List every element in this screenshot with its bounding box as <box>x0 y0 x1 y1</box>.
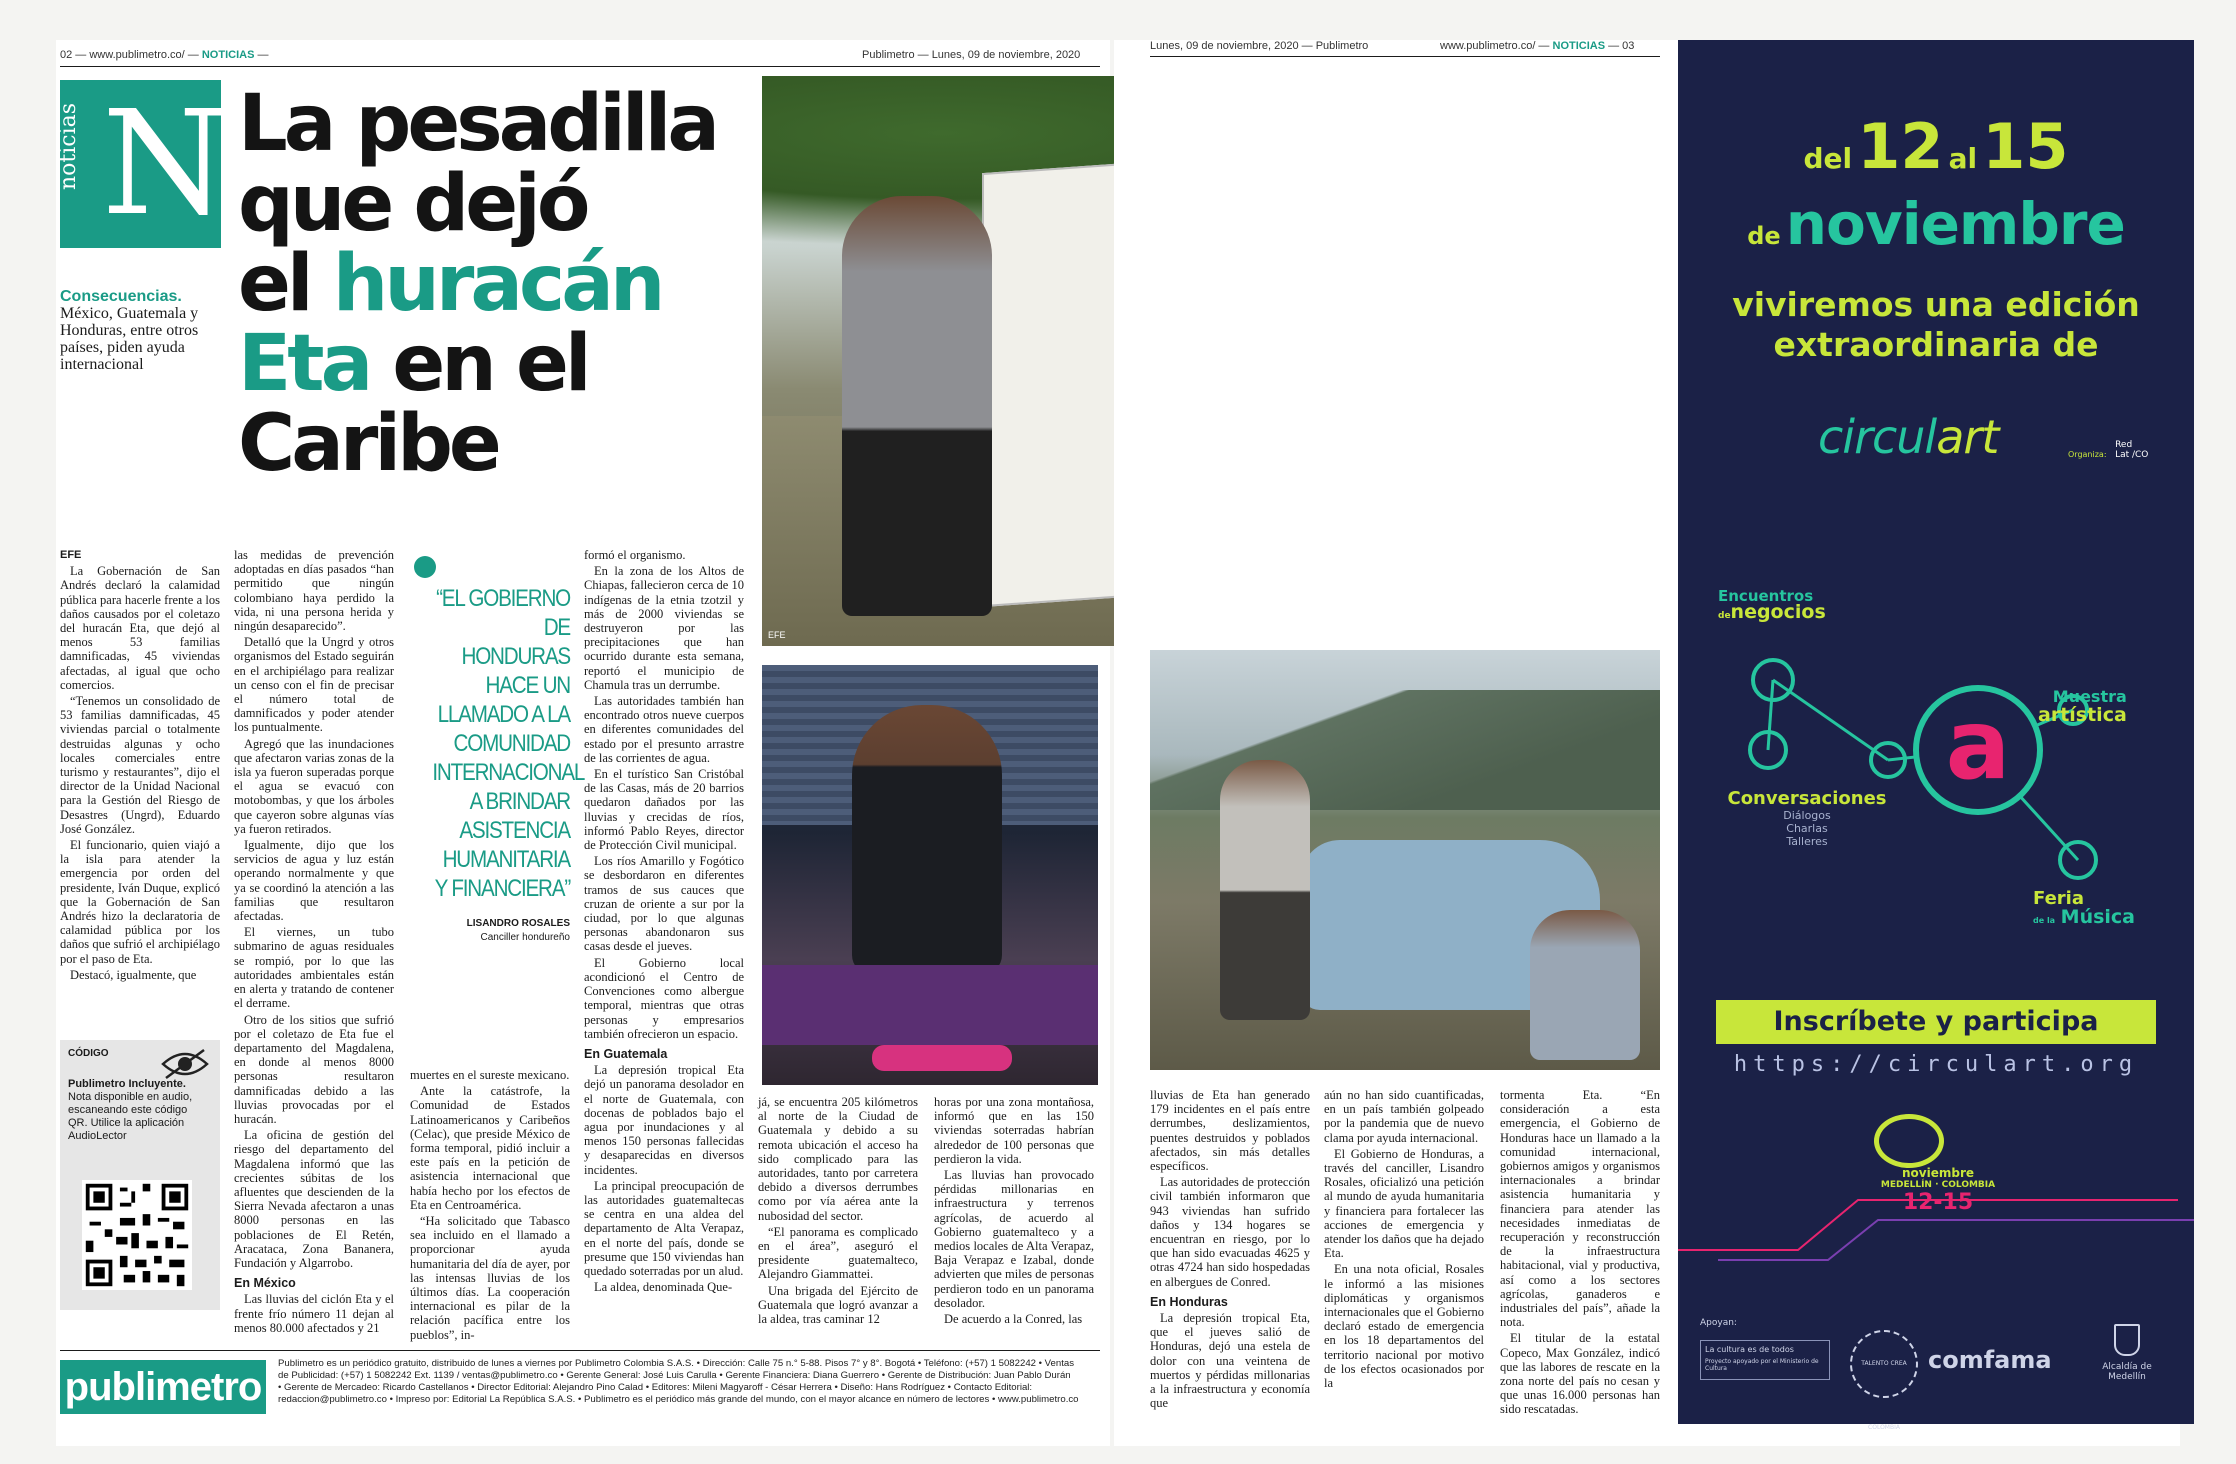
ad-node-3-item: Charlas <box>1786 822 1828 835</box>
paragraph: El viernes, un tubo submarino de aguas residuales se rompió, por lo que las autoridades ambientales están en alerta y tratando de contener el derrame. <box>234 925 394 1011</box>
paragraph: Otro de los sitios que sufrió por el coletazo de Eta fue el departamento del Magdalena, en donde al menos 8000 personas resultaron damnificadas debido a las lluvias provocadas por el huracán. <box>234 1012 394 1126</box>
ad-tagline: viviremos una edición extraordinaria de <box>1732 285 2140 364</box>
ad-date-month: noviembre <box>1785 190 2125 258</box>
worker-left <box>1220 760 1310 1020</box>
ad-node-3-label <box>1692 788 1922 848</box>
subheading: En México <box>234 1276 296 1291</box>
right-folio <box>1440 40 1634 52</box>
paragraph: Las autoridades también han encontrado otros nueve cuerpos en diferentes comunidades del estado por el presunto arrastre de las corrientes de agua. <box>584 694 744 765</box>
paragraph: tormenta Eta. “En consideración a esta emergencia, el Gobierno de Honduras hace un llamado a la comunidad internacional, gobiernos amigos y organismos internacionales a brindar asistencia humanitaria y financiera para atender las necesidades inmediatas de recuperación y reconstrucción de la infraestructura habitacional, vial y productiva, así como a los sectores agrícolas, ganaderos e industriales del país”, añade la nota. <box>1500 1088 1660 1330</box>
section-tab-small: noticias <box>56 102 81 190</box>
ad-node-3-item: Diálogos <box>1783 809 1831 822</box>
ad-date-12: 12 <box>1857 110 1944 183</box>
ad-brand <box>1818 410 1998 464</box>
ad-node-2-b: artística <box>2038 704 2127 726</box>
ad-sponsor-3 <box>2082 1324 2172 1382</box>
right-col-2 <box>1324 1088 1484 1391</box>
ad-date-del: del <box>1803 142 1853 175</box>
quote-text: “EL GOBIERNO DE HONDURAS HACE UN LLAMADO A LA COMUNIDAD INTERNACIONAL A BRINDAR ASISTENCIA HUMANITARIA Y FINANCIERA” <box>432 585 585 902</box>
headline <box>238 79 798 489</box>
paragraph: En una nota oficial, Rosales le informó a las misiones diplomáticas y organismos internacionales que el Gobierno declaró estado de emergencia en los 18 departamentos del territorio nacional por motivo de los efectos ocasionados por la <box>1324 1262 1484 1391</box>
ad-organiza-name: Red Lat /CO <box>2115 440 2149 460</box>
left-folio-section: NOTICIAS <box>201 49 255 61</box>
headline-line4: Eta en el <box>238 319 588 409</box>
ad-node-2-a: Muestra <box>2052 687 2127 706</box>
eye-icon <box>160 1046 210 1082</box>
ad-node-4-label <box>2033 890 2135 930</box>
section-tab <box>56 79 228 248</box>
paragraph: Las lluvias del ciclón Eta y el frente frío número 11 dejan al menos 80.000 afectados y 21 <box>234 1292 394 1335</box>
code-box-text: Nota disponible en audio, escaneando este código QR. Utilice la aplicación AudioLector <box>68 1091 193 1142</box>
paragraph: aún no han sido cuantificadas, en un país también golpeado por la pandemia que de nuevo clama por ayuda internacional. <box>1324 1088 1484 1145</box>
footer-line: redaccion@publimetro.co • Impreso por: Editorial La República S.A.S. • Publimetro es el periódico más grande del mundo, con el mayor alcance en número de lectores • www.publimetro.co <box>278 1394 1079 1405</box>
sandals <box>872 1045 1012 1071</box>
right-folio-section: NOTICIAS <box>1552 40 1606 52</box>
paragraph: “Tenemos un consolidado de 53 familias damnificadas, 45 viviendas parcial o totalmente destruidas algunas y ocho locales comerciales entre turismo y restaurantes”, dijo el director de la Unidad Nacional para la Gestión del Riesgo de Desastres (Ungrd), Eduardo José González. <box>60 694 220 836</box>
headline-line1: La pesadilla <box>238 79 716 169</box>
right-folio-date: Lunes, 09 de noviembre, 2020 — Publimetro <box>1150 40 1369 52</box>
body-col-quote-bottom <box>410 1068 570 1342</box>
paragraph: “El panorama es complicado en el área”, aseguró el presidente guatemalteco, Alejandro Giammattei. <box>758 1224 918 1282</box>
paragraph: La oficina de gestión del riesgo del departamento del Magdalena informó que las crecientes súbitas de los afluentes que descienden de la Sierra Nevada afectaron a unas 8000 personas en las poblaciones de El Retén, Aracataca, Zona Bananera, Fundación y Algarrobo. <box>234 1128 394 1270</box>
footer-credits <box>278 1358 1098 1406</box>
photo-credit: EFE <box>768 630 786 640</box>
ad-date-15: 15 <box>1982 110 2069 183</box>
paragraph: El Gobierno de Honduras, a través del canciller, Lisandro Rosales, oficializó una petición al mundo de ayuda humanitaria y financiera para fortalecer las acciones de emergencia y atender los daños que ha dejado Eta. <box>1324 1146 1484 1261</box>
paragraph: Las lluvias han provocado pérdidas millonarias en infraestructura y terrenos agrícolas, de acuerdo al Gobierno guatemalteco y a medios locales de Alta Verapaz, Baja Verapaz e Izabal, donde advierten que miles de personas perdieron todo en un panorama desolador. <box>934 1168 1094 1310</box>
left-folio: 02 — www.publimetro.co/ — NOTICIAS — <box>60 49 269 61</box>
ad-center-letter: a <box>1945 689 2011 801</box>
paragraph: En la zona de los Altos de Chiapas, fallecieron cerca de 10 indígenas de la etnia tzotzil y más de 2000 viviendas se destruyeron por las precipitaciones que han ocurrido durante esta semana, reportó el municipio de Chamula tras un derrumbe. <box>584 564 744 692</box>
footer-rule <box>60 1350 1100 1351</box>
mattress <box>762 965 1098 1045</box>
ad-sponsor-2: comfama <box>1928 1346 2052 1374</box>
quote-name: LISANDRO ROSALES <box>466 918 570 929</box>
paragraph: El Gobierno local acondicionó el Centro de Convenciones como albergue temporal, mientras que otras personas y empresarios también ofrecieron un espacio. <box>584 955 744 1041</box>
paragraph: La principal preocupación de las autoridades guatemaltecas se centra en una aldea del departamento de Alta Verapaz, en el norte del país, donde se presume que 150 viviendas han quedado soterradas por un alud. <box>584 1178 744 1278</box>
code-box <box>60 1040 220 1310</box>
paragraph: La depresión tropical Eta, que el jueves salió de Honduras, dejó una estela de dolor con una veintena de muertos y pérdidas millonarias a la infraestructura y economía que <box>1150 1311 1310 1411</box>
ad-badge-line3: 12-15 <box>1902 1190 1974 1215</box>
code-box-title: CÓDIGO <box>68 1048 109 1059</box>
left-folio-url[interactable]: 02 — www.publimetro.co/ — <box>60 49 199 61</box>
paragraph: La depresión tropical Eta dejó un panorama desolador en el norte de Guatemala, con docenas de poblados bajo el agua por inundaciones y al menos 150 personas fallecidas y desaparecidas en diversos incidentes. <box>584 1063 744 1177</box>
ad-badge-line1: noviembre <box>1901 1166 1974 1180</box>
ad-month <box>1678 190 2194 258</box>
paragraph: Los ríos Amarillo y Fogótico se desbordaron en diferentes tramos de sus cauces que cruzan de oriente a sur por la ciudad, por lo que algunas personas abandonaron sus casas desde el jueves. <box>584 854 744 954</box>
publimetro-logo-text: publimetro <box>64 1365 262 1409</box>
headline-line5: Caribe <box>238 399 498 489</box>
shield-icon <box>2114 1324 2140 1356</box>
paragraph: formó el organismo. <box>584 548 686 562</box>
paragraph: Las autoridades de protección civil también informaron que 943 viviendas han sufrido daños y 134 hogares se encuentran en riesgo, por lo que han sido evacuadas 4625 y otras 4724 han sido hospedadas en albergues de Conred. <box>1150 1175 1310 1289</box>
paragraph: La aldea, denominada Que- <box>594 1280 733 1295</box>
ad-sponsor-1 <box>1700 1340 1830 1380</box>
ad-node-4-b: de la <box>2033 916 2056 925</box>
paragraph: Agregó que las inundaciones que afectaron varias zonas de la isla ya fueron superadas porque el agua se evacuó con motobombas, y que los árboles que cayeron sobre algunas vías ya fueron retirados. <box>234 736 394 836</box>
ad-node-3-item: Talleres <box>1786 835 1828 848</box>
worker-right <box>1530 910 1640 1060</box>
ad-date-al: al <box>1948 142 1978 175</box>
paragraph: El funcionario, quien viajó a la isla para atender la emergencia por orden del presidente, Iván Duque, explicó que la Gobernación de San Andrés hizo la declaratoria de calamidad pública por los daños que sufrió el archipiélago por el paso de Eta. <box>60 838 220 966</box>
ad-node-1-b: de <box>1718 611 1731 621</box>
ad-node-4-c: Música <box>2060 906 2135 928</box>
paragraph: Igualmente, dijo que los servicios de agua y luz están operando normalmente y que ya se coordinó la atención a las familias que resultaron afectadas. <box>234 838 394 924</box>
ad-node-1-a: Encuentros <box>1718 587 1814 605</box>
ad-cta[interactable]: Inscríbete y participa <box>1716 1000 2156 1044</box>
qr-code[interactable] <box>82 1180 192 1290</box>
subheading: En Honduras <box>1150 1294 1228 1309</box>
footer-line: • Gerente de Mercadeo: Ricardo Castellanos • Director Editorial: Alejandro Pino Calad • Editores: Mileni Magyaroff - César Herrera • Diseño: Hans Rodríguez • Contacto Editorial: <box>278 1382 1033 1393</box>
right-top-rule <box>1150 56 1660 57</box>
ad-node-4-a: Feria <box>2033 888 2084 909</box>
paragraph: En el turístico San Cristóbal de las Casas, más de 20 barrios quedaron dañados por las lluvias y crecidas de ríos, informó Pablo Reyes, director de Protección Civil municipal. <box>584 767 744 853</box>
paragraph: já, se encuentra 205 kilómetros al norte de la Ciudad de Guatemala y debido a su remota ubicación el acceso ha sido complicado para las autoridades, tanto por carretera debido a diversos derrumbes como por vía aérea ante la nubosidad del sector. <box>758 1095 918 1223</box>
headline-line3: el huracán <box>238 239 662 329</box>
quote-role: Canciller hondureño <box>480 932 570 943</box>
paragraph: horas por una zona montañosa, informó que en las 150 viviendas soterradas habrían alrededor de 100 personas que perdieron la vida. <box>934 1095 1094 1166</box>
paragraph: las medidas de prevención adoptadas en días pasados “han permitido que ningún colombiano haya perdido la vida, ni una persona herida y ningún desaparecido”. <box>234 548 394 634</box>
pull-quote <box>410 556 585 956</box>
ad-node-1-c: negocios <box>1730 601 1826 623</box>
body-col-1 <box>60 548 220 982</box>
right-col-1 <box>1150 1088 1310 1411</box>
quote-icon <box>414 556 436 578</box>
car-photo <box>1150 650 1660 1070</box>
ad-date-de: de <box>1747 222 1781 250</box>
circulart-ad[interactable] <box>1678 40 2194 1431</box>
paragraph: Una brigada del Ejército de Guatemala que logró avanzar a la aldea, tras caminar 12 <box>758 1283 918 1327</box>
body-col-3 <box>584 548 744 1303</box>
ad-node-2-label <box>2038 688 2127 725</box>
summary-title: Consecuencias. <box>60 288 182 305</box>
summary-text: México, Guatemala y Honduras, entre otros países, piden ayuda internacional <box>60 305 199 373</box>
left-top-rule <box>60 66 1100 67</box>
ad-sponsor-3-name: Alcaldía de Medellín <box>2102 1362 2152 1382</box>
ad-node-1-label <box>1718 588 1826 624</box>
body-col-2 <box>234 548 394 1335</box>
body-col-4 <box>758 1095 918 1327</box>
paragraph: Ante la catástrofe, la Comunidad de Estados Latinoamericanos y Caribeños (Celac), que preside México de forma temporal, pidió incluir a este país en la petición de asistencia internacional que había hecho por los efectos de Eta en Centroamérica. <box>410 1084 570 1212</box>
paragraph: El titular de la estatal Copeco, Max González, indicó que las labores de rescate en la zona norte del país no cesan y que unas 16.000 personas han sido rescatadas. <box>1500 1331 1660 1417</box>
ad-sponsor-1-name: La cultura es de todos <box>1705 1345 1794 1354</box>
byline: EFE <box>60 549 82 561</box>
paragraph: Detalló que la Ungrd y otros organismos del Estado seguirán en el archipiélago para realizar un censo con el fin de precisar el número total de damnificados y poder atender los puntualmente. <box>234 635 394 735</box>
paragraph: Destacó, igualmente, que <box>70 967 197 982</box>
person-left <box>842 196 992 616</box>
paragraph: De acuerdo a la Conred, las <box>944 1312 1083 1327</box>
right-folio-url[interactable]: www.publimetro.co/ — <box>1440 40 1550 52</box>
right-col-3 <box>1500 1088 1660 1417</box>
code-box-heading: Publimetro Incluyente. <box>68 1078 186 1090</box>
body-col-5 <box>934 1095 1094 1327</box>
ad-apoyan: Apoyan: <box>1700 1318 1737 1328</box>
ad-badge <box>1828 1166 2048 1215</box>
ad-node-3-a: Conversaciones <box>1727 788 1887 809</box>
subheading: En Guatemala <box>584 1046 668 1061</box>
footer-line: de Publicidad: (+57) 1 5082242 Ext. 1139 / ventas@publimetro.co • Gerente General: José Luis Carulla • Gerente Financiera: Diana Guerrero • Gerente de Distribución: Juan Pablo Durán <box>278 1370 1071 1381</box>
ad-program-note: Proyecto apoyado por el Ministerio de Cultura <box>1705 1358 1819 1372</box>
ad-sponsor-ring: TALENTO CREA COLOMBIA <box>1850 1330 1918 1398</box>
shelter-photo <box>762 665 1098 1085</box>
ad-date <box>1678 110 2194 183</box>
publimetro-logo[interactable] <box>60 1360 266 1414</box>
ad-organiza <box>2068 440 2149 460</box>
right-folio-page: — 03 <box>1608 40 1635 52</box>
ad-organiza-label: Organiza: <box>2068 450 2107 459</box>
ad-badge-shape <box>1874 1114 1944 1168</box>
footer-line: Publimetro es un periódico gratuito, distribuido de lunes a viernes por Publimetro Colombia S.A.S. • Dirección: Calle 75 n.° 5-88. Pisos 7° y 8°. Bogotá • Teléfono: (+57) 1 5082242 • Ventas <box>278 1358 1075 1369</box>
ad-brand-a: circul <box>1818 410 1937 464</box>
paragraph: muertes en el sureste mexicano. <box>410 1068 570 1082</box>
paragraph: lluvias de Eta han generado 179 incidentes en el país entre derrumbes, deslizamientos, puentes destruidos y poblados afectados, sin más detalles específicos. <box>1150 1088 1310 1174</box>
headline-line2: que dejó <box>238 159 587 249</box>
seated-person <box>852 705 1002 975</box>
paragraph: La Gobernación de San Andrés declaró la calamidad pública para hacerle frente a los daños causados por el coletazo del huracán Eta, que dejó al menos 53 familias damnificadas, 45 viviendas afectadas, al igual que ocho comercios. <box>60 564 220 692</box>
ad-badge-line2: MEDELLÍN · COLOMBIA <box>1880 1180 1996 1190</box>
summary <box>60 288 225 373</box>
section-tab-letter: N <box>102 79 228 247</box>
paragraph: “Ha solicitado que Tabasco sea incluido en el llamado a proporcionar ayuda humanitaria del día de ayer, por las intensas lluvias de los últimos días. La cooperación internacional es pilar de la relación pacífica entre los pueblos”, in- <box>410 1214 570 1342</box>
ad-brand-b: art <box>1936 410 1999 464</box>
left-folio-date: Publimetro — Lunes, 09 de noviembre, 2020 <box>862 49 1081 61</box>
ad-url[interactable]: https://circulart.org <box>1733 1052 2139 1077</box>
